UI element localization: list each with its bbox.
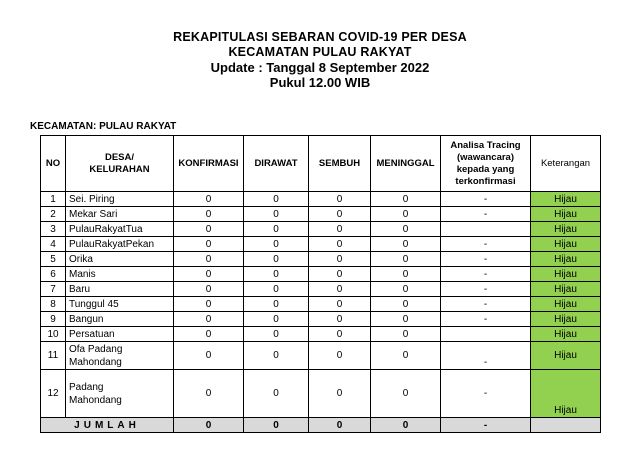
cell-sembuh: 0: [309, 282, 371, 297]
cell-tracing: -: [441, 237, 531, 252]
cell-sembuh: 0: [309, 370, 371, 418]
cell-sembuh: 0: [309, 342, 371, 370]
cell-keterangan: Hijau: [531, 312, 601, 327]
cell-meninggal: 0: [371, 237, 441, 252]
cell-desa: PulauRakyatPekan: [66, 237, 174, 252]
cell-keterangan: Hijau: [531, 342, 601, 370]
cell-no: 4: [41, 237, 66, 252]
header-keterangan: Keterangan: [531, 136, 601, 192]
header-desa-line2: KELURAHAN: [89, 163, 150, 175]
cell-keterangan: Hijau: [531, 327, 601, 342]
cell-tracing: -: [441, 207, 531, 222]
table-row: [41, 327, 601, 342]
cell-meninggal: 0: [371, 327, 441, 342]
cell-sembuh: 0: [309, 222, 371, 237]
cell-sembuh: 0: [309, 327, 371, 342]
cell-tracing: -: [441, 252, 531, 267]
cell-desa: Manis: [66, 267, 174, 282]
cell-sembuh: 0: [309, 297, 371, 312]
table-row: [41, 282, 601, 297]
cell-keterangan: Hijau: [531, 297, 601, 312]
cell-keterangan: Hijau: [531, 222, 601, 237]
cell-konfirmasi: 0: [174, 327, 244, 342]
cell-no: 10: [41, 327, 66, 342]
header-tracing-line4: terkonfirmasi: [455, 175, 516, 187]
cell-sembuh: 0: [309, 252, 371, 267]
total-label: JUMLAH: [41, 418, 174, 433]
table-row: [41, 207, 601, 222]
cell-konfirmasi: 0: [174, 252, 244, 267]
cell-dirawat: 0: [244, 370, 309, 418]
total-konfirmasi: 0: [174, 418, 244, 433]
cell-tracing: -: [441, 192, 531, 207]
cell-desa: [66, 370, 174, 418]
report-time: Pukul 12.00 WIB: [269, 75, 371, 90]
cell-no: 9: [41, 312, 66, 327]
cell-no: 2: [41, 207, 66, 222]
cell-desa: Mekar Sari: [66, 207, 174, 222]
district-subtitle: KECAMATAN: PULAU RAKYAT: [30, 121, 177, 132]
cell-dirawat: 0: [244, 327, 309, 342]
report-header: [0, 30, 640, 90]
table-row: [41, 370, 601, 418]
cell-sembuh: 0: [309, 312, 371, 327]
cell-konfirmasi: 0: [174, 222, 244, 237]
header-desa: [66, 136, 174, 192]
header-konfirmasi: KONFIRMASI: [174, 136, 244, 192]
cell-keterangan: Hijau: [531, 282, 601, 297]
table-row: [41, 342, 601, 370]
cell-desa: [66, 342, 174, 370]
cell-desa: PulauRakyatTua: [66, 222, 174, 237]
report-update-date: Update : Tanggal 8 September 2022: [210, 60, 430, 75]
table-row: [41, 297, 601, 312]
cell-tracing: [441, 327, 531, 342]
cell-meninggal: 0: [371, 282, 441, 297]
cell-desa: Bangun: [66, 312, 174, 327]
cell-meninggal: 0: [371, 370, 441, 418]
cell-meninggal: 0: [371, 252, 441, 267]
cell-meninggal: 0: [371, 192, 441, 207]
cell-sembuh: 0: [309, 207, 371, 222]
report-title: REKAPITULASI SEBARAN COVID-19 PER DESA: [173, 30, 467, 44]
cell-meninggal: 0: [371, 207, 441, 222]
cell-dirawat: 0: [244, 297, 309, 312]
header-no: NO: [41, 136, 66, 192]
cell-tracing: -: [441, 370, 531, 418]
cell-konfirmasi: 0: [174, 282, 244, 297]
cell-keterangan: Hijau: [531, 192, 601, 207]
table-row: [41, 192, 601, 207]
cell-dirawat: 0: [244, 207, 309, 222]
cell-tracing: -: [441, 342, 531, 370]
cell-keterangan: Hijau: [531, 267, 601, 282]
cell-meninggal: 0: [371, 312, 441, 327]
header-sembuh: SEMBUH: [309, 136, 371, 192]
cell-dirawat: 0: [244, 252, 309, 267]
covid-data-table: [40, 135, 601, 433]
cell-desa: Sei. Piring: [66, 192, 174, 207]
header-meninggal: MENINGGAL: [371, 136, 441, 192]
cell-desa-line2: Mahondang: [69, 394, 122, 406]
table-row: [41, 267, 601, 282]
table-row: [41, 222, 601, 237]
total-meninggal: 0: [371, 418, 441, 433]
header-dirawat: DIRAWAT: [244, 136, 309, 192]
cell-konfirmasi: 0: [174, 207, 244, 222]
header-tracing-line2: (wawancara): [456, 151, 515, 163]
cell-tracing: -: [441, 267, 531, 282]
total-tracing: -: [441, 418, 531, 433]
cell-keterangan: Hijau: [531, 237, 601, 252]
cell-desa-line2: Mahondang: [69, 356, 122, 368]
cell-konfirmasi: 0: [174, 312, 244, 327]
cell-no: 12: [41, 370, 66, 418]
cell-dirawat: 0: [244, 282, 309, 297]
cell-konfirmasi: 0: [174, 370, 244, 418]
total-dirawat: 0: [244, 418, 309, 433]
cell-tracing: -: [441, 312, 531, 327]
cell-dirawat: 0: [244, 312, 309, 327]
cell-desa: Persatuan: [66, 327, 174, 342]
cell-no: 8: [41, 297, 66, 312]
cell-konfirmasi: 0: [174, 267, 244, 282]
cell-konfirmasi: 0: [174, 192, 244, 207]
header-tracing-line1: Analisa Tracing: [450, 139, 521, 151]
table-row: [41, 237, 601, 252]
table-row: [41, 252, 601, 267]
cell-desa: Tunggul 45: [66, 297, 174, 312]
cell-dirawat: 0: [244, 267, 309, 282]
cell-meninggal: 0: [371, 342, 441, 370]
cell-dirawat: 0: [244, 342, 309, 370]
total-row: [41, 418, 601, 433]
cell-meninggal: 0: [371, 267, 441, 282]
header-tracing: [441, 136, 531, 192]
cell-no: 6: [41, 267, 66, 282]
cell-no: 1: [41, 192, 66, 207]
cell-sembuh: 0: [309, 237, 371, 252]
cell-konfirmasi: 0: [174, 237, 244, 252]
cell-no: 11: [41, 342, 66, 370]
cell-meninggal: 0: [371, 222, 441, 237]
total-keterangan: [531, 418, 601, 433]
report-district: KECAMATAN PULAU RAKYAT: [228, 45, 412, 59]
cell-desa: Orika: [66, 252, 174, 267]
header-desa-line1: DESA/: [104, 151, 135, 163]
cell-keterangan: Hijau: [531, 207, 601, 222]
cell-dirawat: 0: [244, 192, 309, 207]
cell-dirawat: 0: [244, 237, 309, 252]
cell-desa-line1: Ofa Padang: [69, 343, 123, 355]
total-sembuh: 0: [309, 418, 371, 433]
cell-no: 3: [41, 222, 66, 237]
cell-tracing: [441, 222, 531, 237]
cell-tracing: -: [441, 282, 531, 297]
cell-keterangan: Hijau: [531, 252, 601, 267]
cell-dirawat: 0: [244, 222, 309, 237]
table-row: [41, 312, 601, 327]
cell-sembuh: 0: [309, 192, 371, 207]
cell-tracing: -: [441, 297, 531, 312]
cell-keterangan: Hijau: [531, 370, 601, 418]
header-tracing-line3: kepada yang: [456, 163, 515, 175]
cell-konfirmasi: 0: [174, 342, 244, 370]
cell-no: 7: [41, 282, 66, 297]
cell-desa: Baru: [66, 282, 174, 297]
cell-sembuh: 0: [309, 267, 371, 282]
cell-konfirmasi: 0: [174, 297, 244, 312]
cell-meninggal: 0: [371, 297, 441, 312]
cell-no: 5: [41, 252, 66, 267]
cell-desa-line1: Padang: [69, 381, 104, 393]
